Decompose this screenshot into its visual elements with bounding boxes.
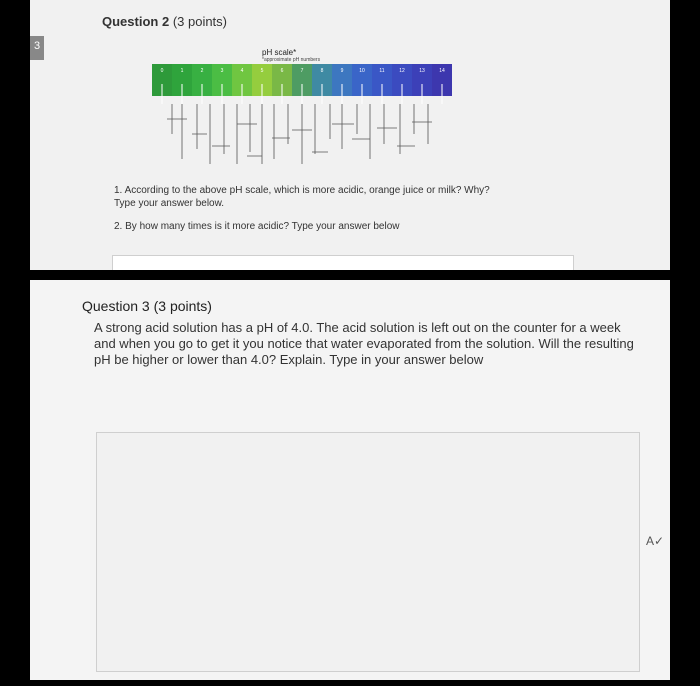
question-3-title: Question 3 (3 points)	[82, 298, 212, 314]
question-3-prompt: A strong acid solution has a pH of 4.0. The acid solution is left out on the counter for a week and when you go to get it you notice that water evaporated from the solution. Will the resulting pH be higher or lower than 4.0? Explain. Type in your answer below	[94, 320, 634, 367]
ph-number-11: 11	[379, 68, 385, 74]
ph-number-14: 14	[439, 68, 445, 74]
ph-number-10: 10	[359, 68, 365, 74]
question-3-panel	[30, 280, 670, 680]
ph-scale-title: pH scale*	[262, 48, 297, 57]
question-3-answer-box[interactable]	[96, 432, 640, 672]
ph-number-6: 6	[280, 68, 284, 74]
ph-number-0: 0	[160, 68, 164, 74]
ph-number-2: 2	[200, 68, 204, 74]
ph-number-3: 3	[220, 68, 224, 74]
ph-scale-image	[152, 64, 452, 164]
ph-number-4: 4	[240, 68, 244, 74]
ph-number-12: 12	[399, 68, 405, 74]
question-2-line-2: 2. By how many times is it more acidic? Type your answer below	[114, 221, 400, 232]
question-2-panel	[30, 0, 670, 270]
question-2-answer-box[interactable]	[112, 255, 574, 270]
spellcheck-icon[interactable]: A✓	[646, 534, 665, 548]
ph-number-7: 7	[300, 68, 304, 74]
ph-number-8: 8	[320, 68, 324, 74]
question-2-title: Question 2 (3 points)	[102, 14, 228, 29]
question-2-line-1: 1. According to the above pH scale, which is more acidic, orange juice or milk? Why?	[114, 185, 490, 196]
ph-number-5: 5	[260, 68, 264, 74]
ph-number-1: 1	[180, 68, 184, 74]
question-2-line-1b: Type your answer below.	[114, 198, 225, 209]
side-badge: 3	[30, 36, 44, 60]
ph-scale-subtitle: *approximate pH numbers	[262, 57, 321, 63]
ph-number-13: 13	[419, 68, 425, 74]
question-2-instructions	[114, 184, 584, 243]
ph-number-9: 9	[340, 68, 344, 74]
